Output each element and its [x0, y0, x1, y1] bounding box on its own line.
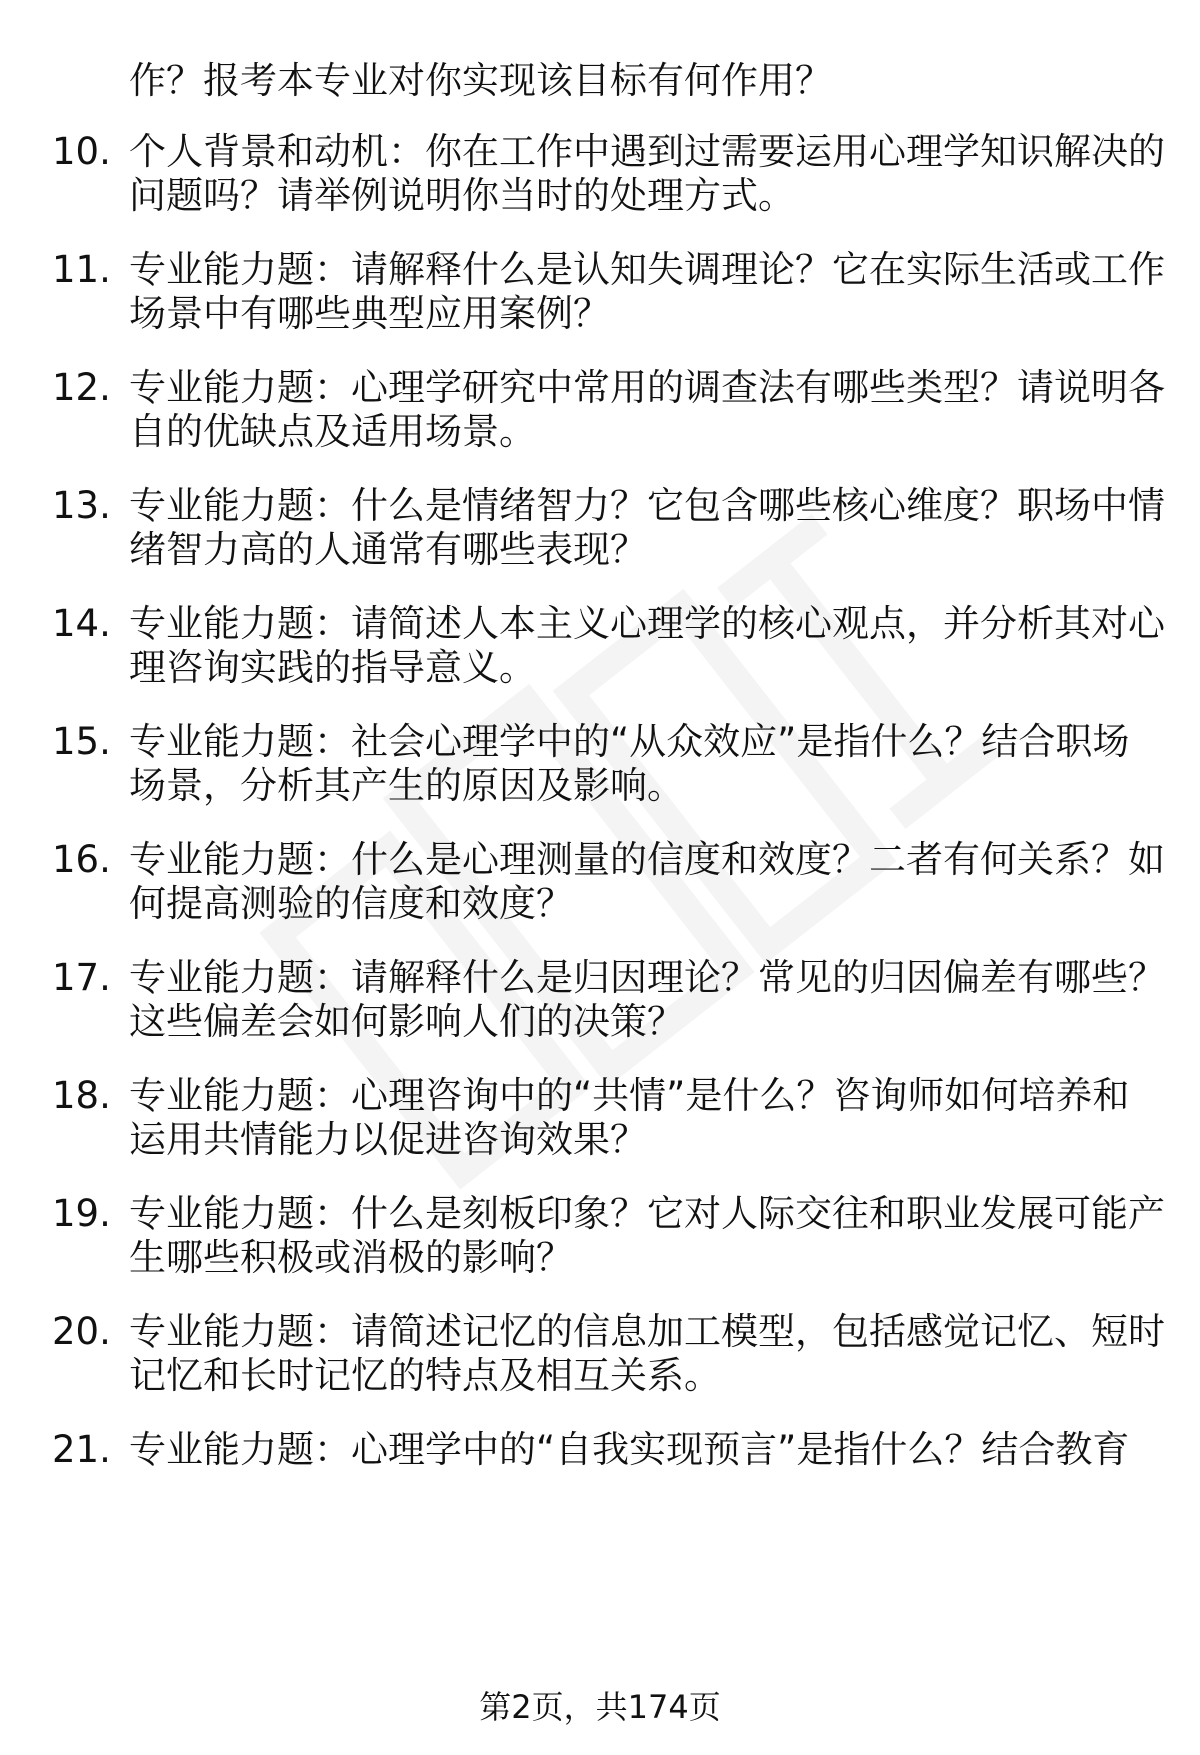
item-text-line2: 场景，分析其产生的原因及影响。	[129, 764, 684, 807]
item-number: 18.	[52, 1074, 111, 1117]
item-text-line1: 个人背景和动机：你在工作中遇到过需要运用心理学知识解决的	[129, 130, 1165, 173]
item-text-line1: 专业能力题：心理咨询中的“共情”是什么？咨询师如何培养和	[129, 1074, 1130, 1117]
continuation-text: 作？报考本专业对你实现该目标有何作用？	[129, 59, 832, 102]
item-text-line2: 这些偏差会如何影响人们的决策？	[129, 1000, 684, 1043]
item-text-line2: 记忆和长时记忆的特点及相互关系。	[129, 1354, 721, 1397]
item-text-line1: 专业能力题：请解释什么是归因理论？常见的归因偏差有哪些？	[129, 956, 1165, 999]
item-number: 10.	[52, 130, 111, 173]
item-text-line1: 专业能力题：什么是心理测量的信度和效度？二者有何关系？如	[129, 838, 1165, 881]
item-text-line1: 专业能力题：请解释什么是认知失调理论？它在实际生活或工作	[129, 248, 1165, 291]
item-number: 12.	[52, 366, 111, 409]
item-number: 17.	[52, 956, 111, 999]
item-text-line2: 运用共情能力以促进咨询效果？	[129, 1118, 647, 1161]
item-text-line2: 场景中有哪些典型应用案例？	[129, 292, 610, 335]
page-footer: 第2页，共174页	[479, 1688, 721, 1726]
item-number: 16.	[52, 838, 111, 881]
item-text-line1: 专业能力题：心理学中的“自我实现预言”是指什么？结合教育	[129, 1428, 1130, 1471]
item-text-line1: 专业能力题：请简述记忆的信息加工模型，包括感觉记忆、短时	[129, 1310, 1165, 1353]
item-number: 15.	[52, 720, 111, 763]
item-text-line2: 绪智力高的人通常有哪些表现？	[129, 528, 647, 571]
item-text-line2: 生哪些积极或消极的影响？	[129, 1236, 573, 1279]
item-text-line2: 理咨询实践的指导意义。	[129, 646, 536, 689]
item-text-line1: 专业能力题：社会心理学中的“从众效应”是指什么？结合职场	[129, 720, 1130, 763]
item-text-line2: 自的优缺点及适用场景。	[129, 410, 536, 453]
item-text-line1: 专业能力题：心理学研究中常用的调查法有哪些类型？请说明各	[129, 366, 1165, 409]
item-number: 20.	[52, 1310, 111, 1353]
item-number: 13.	[52, 484, 111, 527]
item-text-line1: 专业能力题：请简述人本主义心理学的核心观点，并分析其对心	[129, 602, 1165, 645]
item-number: 19.	[52, 1192, 111, 1235]
item-text-line2: 何提高测验的信度和效度？	[129, 882, 573, 925]
item-number: 14.	[52, 602, 111, 645]
item-number: 21.	[52, 1428, 111, 1471]
item-text-line1: 专业能力题：什么是刻板印象？它对人际交往和职业发展可能产	[129, 1192, 1165, 1235]
item-number: 11.	[52, 248, 111, 291]
item-text-line1: 专业能力题：什么是情绪智力？它包含哪些核心维度？职场中情	[129, 484, 1165, 527]
item-text-line2: 问题吗？请举例说明你当时的处理方式。	[129, 174, 795, 217]
